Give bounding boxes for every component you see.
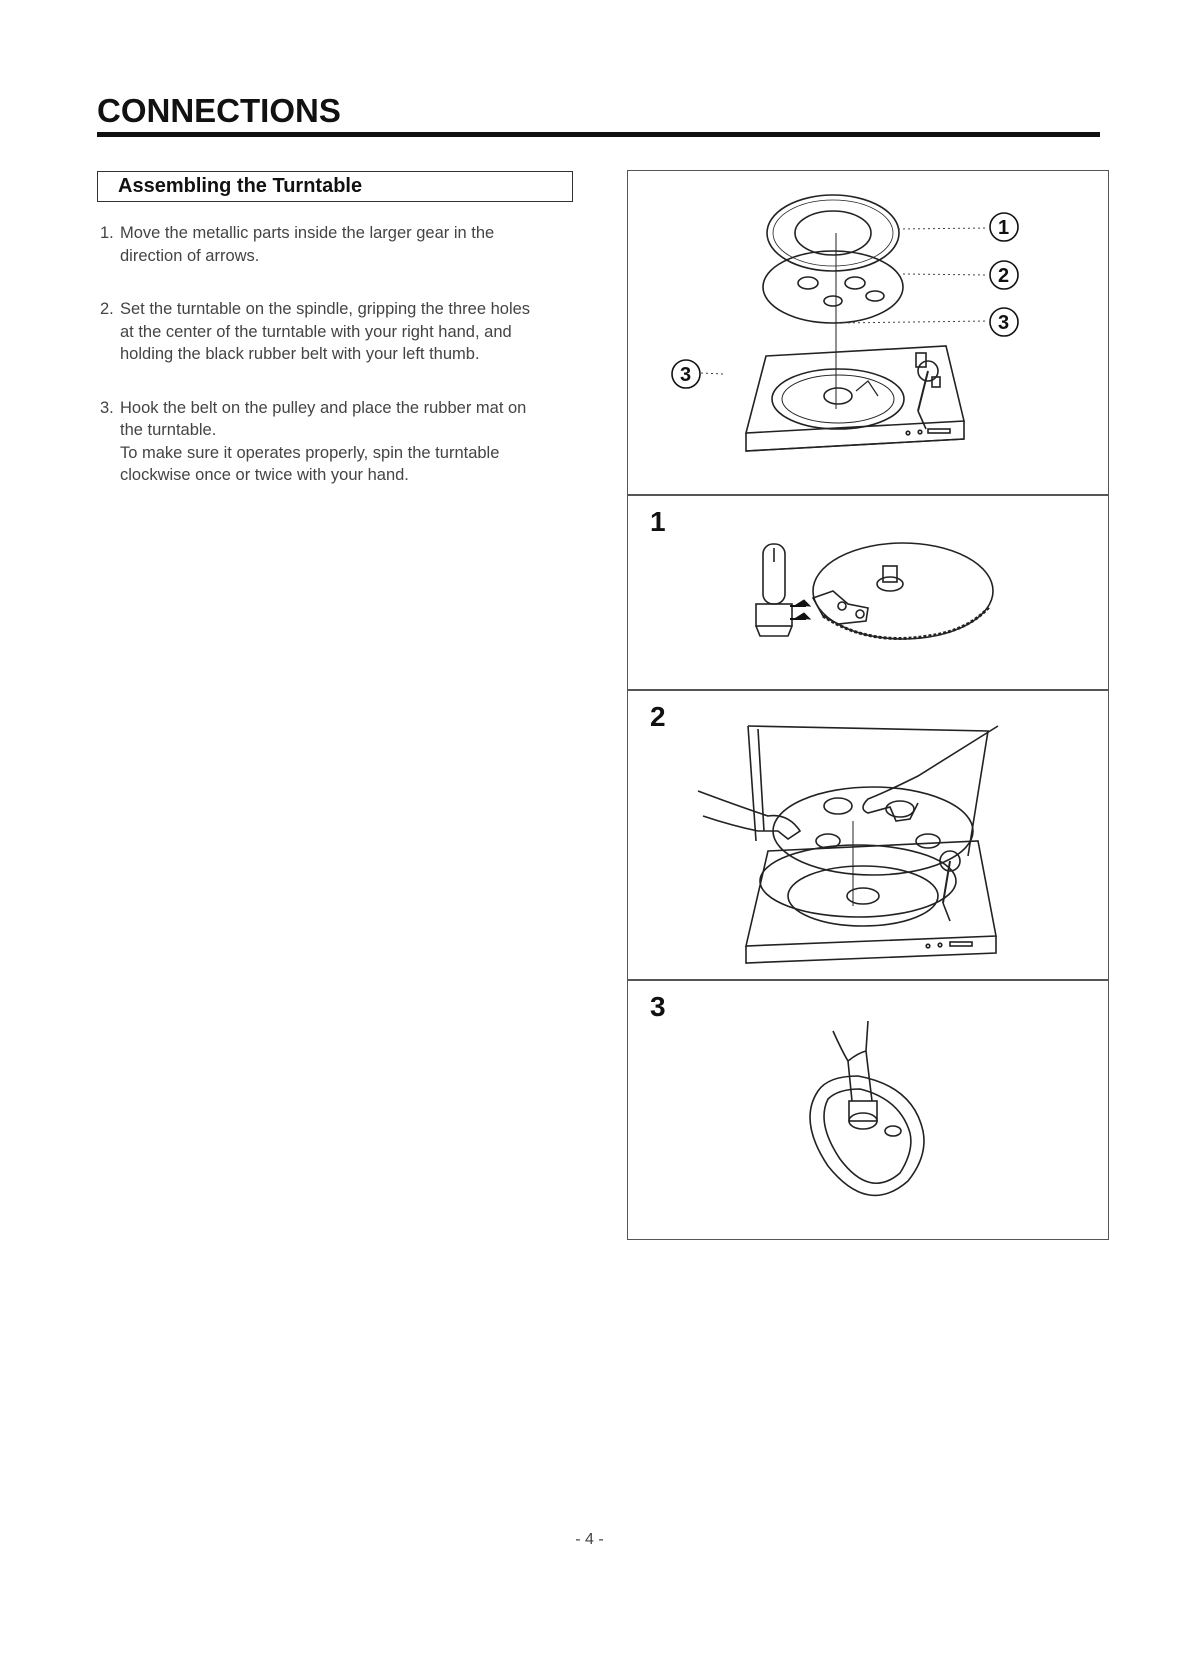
panel-number: 1	[650, 506, 666, 537]
step-text-line: direction of arrows.	[120, 246, 260, 265]
exploded-turntable-icon	[628, 171, 1110, 496]
step-3-panel	[627, 980, 1109, 1240]
step-text-line: Hook the belt on the pulley and place the rubber mat on	[120, 398, 527, 417]
gear-arrow-icon	[628, 496, 1110, 691]
step-number: 2.	[100, 300, 114, 318]
callout-1: 1	[998, 217, 1010, 239]
title-rule	[97, 132, 1100, 137]
step-text-line: clockwise once or twice with your hand.	[120, 466, 409, 484]
section-heading-box	[97, 171, 573, 202]
panel-number: 3	[650, 991, 666, 1022]
hand-belt-icon	[628, 981, 1110, 1241]
step-text-line: at the center of the turntable with your right hand, and	[120, 322, 512, 341]
page-number: - 4 -	[575, 1531, 604, 1548]
step-1-panel	[627, 495, 1109, 690]
steps-list	[97, 222, 577, 518]
step-text-line: Set the turntable on the spindle, gripping the three holes	[120, 300, 531, 318]
step-number: 3.	[100, 398, 114, 417]
step-text-line: holding the black rubber belt with your left thumb.	[120, 345, 480, 363]
page-title: CONNECTIONS	[97, 92, 341, 129]
overview-panel	[627, 170, 1109, 495]
step-text-line: To make sure it operates properly, spin the turntable	[120, 443, 500, 462]
callout-2: 2	[998, 265, 1010, 287]
callout-3: 3	[998, 312, 1010, 334]
step-item	[97, 397, 577, 487]
step-item	[97, 222, 577, 267]
step-text-line: Move the metallic parts inside the larger gear in the	[120, 224, 495, 242]
step-number: 1.	[100, 224, 114, 242]
step-item	[97, 298, 577, 366]
step-text-line: the turntable.	[120, 421, 217, 439]
panel-number: 2	[650, 701, 666, 732]
step-2-panel	[627, 690, 1109, 980]
assembly-figure	[627, 170, 1109, 1249]
callout-3-body: 3	[680, 364, 692, 386]
hands-turntable-icon	[628, 691, 1110, 981]
section-heading: Assembling the Turntable	[118, 175, 363, 197]
